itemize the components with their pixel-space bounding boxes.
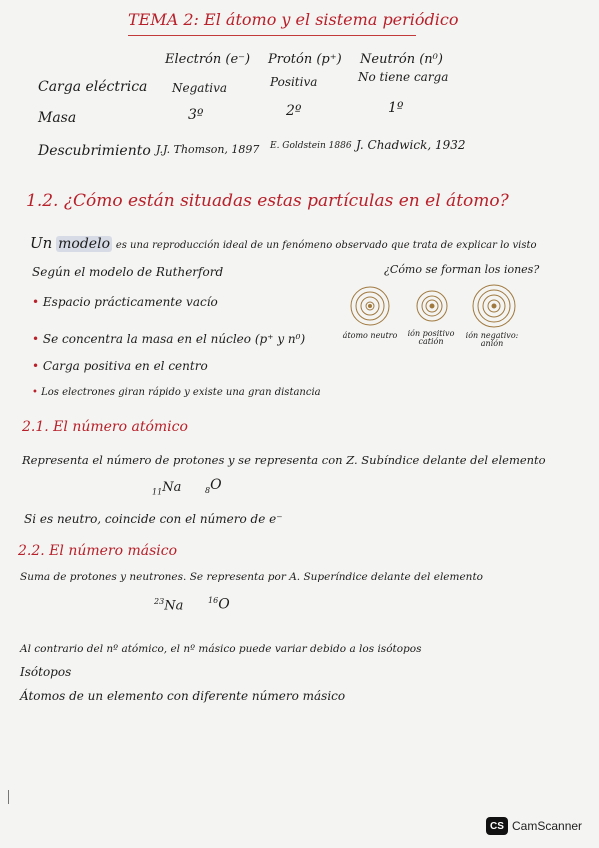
mass-proton: 2º bbox=[286, 103, 302, 119]
neutral-note: Si es neutro, coincide con el número de e⁻ bbox=[24, 512, 283, 526]
mass-electron: 3º bbox=[188, 107, 204, 123]
row-label-discovery: Descubrimiento bbox=[38, 143, 151, 159]
camscanner-label: CamScanner bbox=[512, 819, 583, 833]
section-2-2-heading: 2.2. El número másico bbox=[18, 543, 178, 559]
model-definition bbox=[30, 236, 537, 251]
discovery-neutron: J. Chadwick, 1932 bbox=[356, 138, 466, 152]
example-sodium-z: $_{11}$Na bbox=[152, 480, 182, 497]
camscanner-logo-icon: CS bbox=[486, 817, 508, 835]
row-label-mass: Masa bbox=[38, 110, 77, 126]
cation-drawing bbox=[417, 291, 447, 321]
discovery-proton: E. Goldstein 1886 bbox=[270, 141, 352, 151]
row-label-charge: Carga eléctrica bbox=[38, 79, 148, 95]
example-sodium-a: $^{23}$Na bbox=[154, 597, 184, 614]
charge-proton: Positiva bbox=[270, 75, 318, 89]
caption-anion: ión negativo: anión bbox=[465, 331, 519, 349]
charge-electron: Negativa bbox=[172, 81, 228, 95]
ions-question: ¿Cómo se forman los iones? bbox=[384, 263, 540, 276]
section-2-1-heading: 2.1. El número atómico bbox=[22, 419, 188, 435]
caption-cation: ión positivo catión bbox=[407, 329, 455, 347]
example-oxygen-a: $^{16}$O bbox=[208, 596, 230, 613]
neutral-atom-drawing bbox=[351, 287, 389, 325]
section-1-2-heading: 1.2. ¿Cómo están situadas estas partículas en el átomo? bbox=[26, 191, 509, 211]
discovery-electron: J.J. Thomson, 1897 bbox=[156, 143, 260, 156]
bullet-item: • Carga positiva en el centro bbox=[32, 359, 208, 373]
bullet-item: • Se concentra la masa en el núcleo (p⁺ y n⁰) bbox=[32, 332, 306, 346]
anion-drawing bbox=[473, 285, 515, 327]
mass-number-text: Suma de protones y neutrones. Se representa por A. Superíndice delante del elemento bbox=[20, 571, 483, 583]
header-electron: Electrón (e⁻) bbox=[165, 52, 251, 67]
caption-neutral-atom: átomo neutro bbox=[342, 331, 398, 340]
page-title: TEMA 2: El átomo y el sistema periódico bbox=[128, 10, 459, 29]
header-neutron: Neutrón (n⁰) bbox=[360, 52, 443, 67]
definition-rest: es una reproducción ideal de un fenómeno observado que trata de explicar lo visto bbox=[115, 240, 537, 251]
ions-diagram bbox=[340, 284, 540, 334]
isotopes-definition: Átomos de un elemento con diferente número másico bbox=[20, 689, 346, 703]
camscanner-watermark bbox=[486, 817, 582, 835]
header-proton: Protón (p⁺) bbox=[268, 52, 342, 67]
definition-highlight: modelo bbox=[58, 236, 110, 252]
isotopes-intro: Al contrario del nº atómico, el nº másico puede variar debido a los isótopos bbox=[20, 643, 422, 655]
rutherford-title: Según el modelo de Rutherford bbox=[32, 265, 224, 279]
isotopes-term: Isótopos bbox=[20, 665, 72, 679]
definition-prefix: Un bbox=[30, 234, 53, 252]
bullet-item: • Los electrones giran rápido y existe una gran distancia bbox=[32, 387, 321, 398]
margin-mark bbox=[8, 790, 9, 804]
atomic-number-text: Representa el número de protones y se representa con Z. Subíndice delante del elemento bbox=[22, 453, 546, 467]
example-oxygen-z: $_8$O bbox=[205, 477, 222, 495]
charge-neutron: No tiene carga bbox=[358, 70, 449, 84]
title-underline bbox=[128, 35, 416, 36]
mass-neutron: 1º bbox=[388, 100, 404, 116]
bullet-item: • Espacio prácticamente vacío bbox=[32, 295, 218, 309]
